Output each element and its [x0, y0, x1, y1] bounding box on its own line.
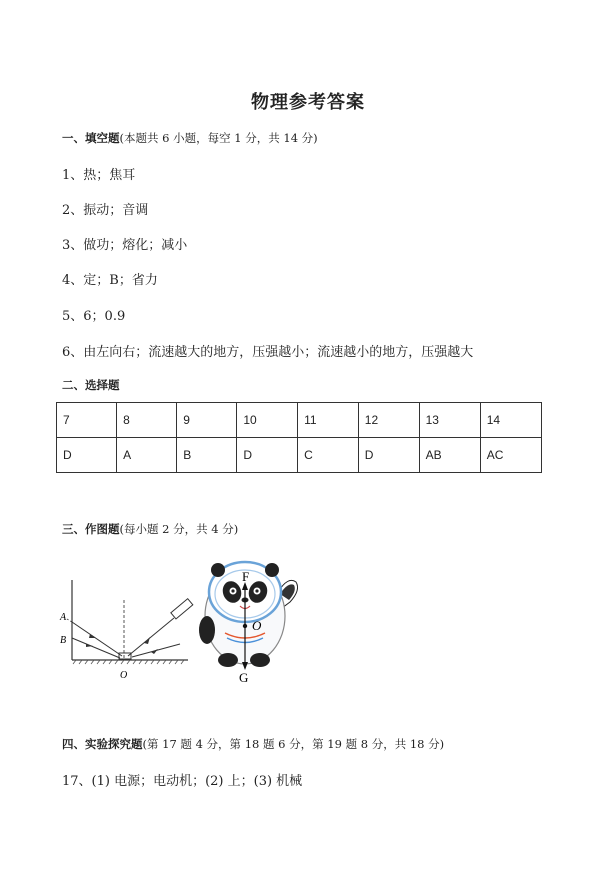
- table-cell: 10: [237, 403, 298, 438]
- table-cell: D: [237, 438, 298, 473]
- table-cell: AB: [419, 438, 480, 473]
- label-b: B: [60, 635, 67, 646]
- answer-line-4: 4、定；B；省力: [62, 273, 158, 288]
- table-cell: 11: [298, 403, 359, 438]
- reflection-diagram: [56, 560, 196, 685]
- label-g: G: [239, 670, 249, 685]
- section-drawing-title: 三、作图题: [62, 522, 120, 536]
- choice-answer-table: [56, 402, 542, 473]
- answer-line-6: 6、由左向右；流速越大的地方，压强越小；流速越小的地方，压强越大: [62, 345, 474, 360]
- section-choice-title: 二、选择题: [62, 378, 120, 392]
- label-o: O: [120, 670, 128, 681]
- label-a: A: [60, 612, 67, 623]
- table-row-answers: [57, 438, 542, 473]
- section-drawing-note: (每小题 2 分，共 4 分): [119, 522, 239, 536]
- label-f: F: [242, 569, 250, 584]
- table-cell: 9: [177, 403, 237, 438]
- table-cell: D: [57, 438, 117, 473]
- section-experiment-heading: [62, 736, 444, 752]
- table-cell: D: [358, 438, 419, 473]
- answer-line-5: 5、6；0.9: [62, 309, 126, 324]
- table-cell: 12: [358, 403, 419, 438]
- table-row-numbers: [57, 403, 542, 438]
- table-cell: 7: [57, 403, 117, 438]
- table-cell: B: [177, 438, 237, 473]
- section-experiment-note: (第 17 题 4 分，第 18 题 6 分，第 19 题 8 分，共 18 分): [142, 737, 445, 751]
- table-cell: C: [298, 438, 359, 473]
- table-cell: 14: [480, 403, 541, 438]
- answer-line-3: 3、做功；熔化；减小: [62, 238, 188, 253]
- section-drawing-heading: [62, 521, 238, 537]
- section-fill-title: 一、填空题: [62, 131, 120, 145]
- answer-line-17: 17、(1) 电源；电动机；(2) 上；(3) 机械: [62, 774, 303, 789]
- section-experiment-title: 四、实验探究题: [62, 737, 143, 751]
- section-fill-heading: [62, 130, 318, 146]
- section-fill-note: (本题共 6 小题，每空 1 分，共 14 分): [119, 131, 318, 145]
- answer-line-2: 2、振动；音调: [62, 203, 149, 218]
- page-title: 物理参考答案: [251, 92, 365, 113]
- label-o-center: O: [252, 618, 262, 633]
- answer-line-1: 1、热；焦耳: [62, 168, 136, 183]
- section-choice-heading: [62, 377, 120, 393]
- table-cell: 13: [419, 403, 480, 438]
- mascot-force-diagram: [190, 548, 310, 688]
- table-cell: AC: [480, 438, 541, 473]
- table-cell: 8: [117, 403, 177, 438]
- table-cell: A: [117, 438, 177, 473]
